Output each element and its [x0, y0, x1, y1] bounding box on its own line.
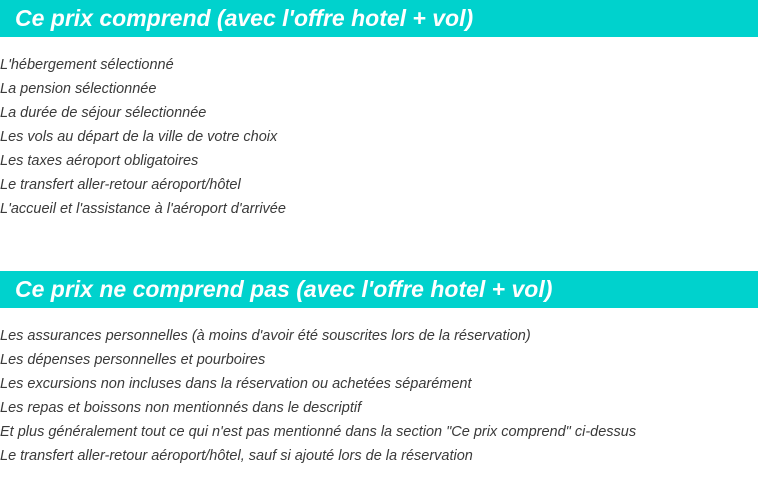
excludes-item: Les assurances personnelles (à moins d'avoir été souscrites lors de la réservation) — [0, 328, 531, 344]
includes-item: L'accueil et l'assistance à l'aéroport d'arrivée — [0, 201, 286, 217]
includes-item: La durée de séjour sélectionnée — [0, 105, 207, 121]
includes-item: La pension sélectionnée — [0, 81, 157, 97]
excludes-item: Et plus généralement tout ce qui n'est pas mentionné dans la section "Ce prix comprend" ci-dessus — [0, 424, 637, 440]
excludes-item: Les excursions non incluses dans la réservation ou achetées séparément — [0, 376, 472, 392]
includes-item: Les vols au départ de la ville de votre choix — [0, 129, 278, 145]
includes-item: Les taxes aéroport obligatoires — [0, 153, 199, 169]
excludes-section-title: Ce prix ne comprend pas (avec l'offre hotel + vol) — [0, 271, 758, 308]
excludes-item: Le transfert aller-retour aéroport/hôtel, sauf si ajouté lors de la réservation — [0, 448, 473, 464]
includes-section-title: Ce prix comprend (avec l'offre hotel + vol) — [0, 0, 758, 37]
includes-item: Le transfert aller-retour aéroport/hôtel — [0, 177, 241, 193]
excludes-item: Les dépenses personnelles et pourboires — [0, 352, 266, 368]
includes-list — [0, 53, 286, 221]
excludes-item: Les repas et boissons non mentionnés dans le descriptif — [0, 400, 362, 416]
excludes-list — [0, 324, 636, 468]
includes-item: L'hébergement sélectionné — [0, 57, 174, 73]
